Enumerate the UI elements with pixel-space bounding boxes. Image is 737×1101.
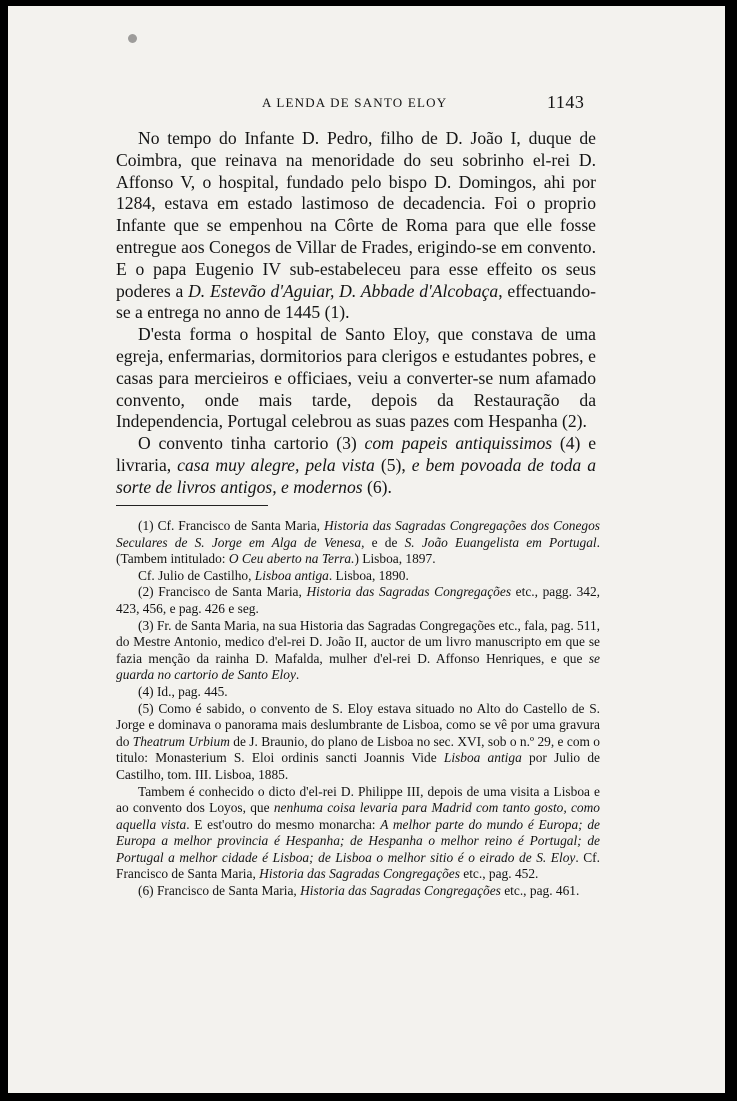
- footnotes: [116, 518, 600, 900]
- n3-a: (3) Fr. de Santa Maria, na sua Historia das Sagradas Congregações etc., fala, pag. 511, do Mestre Antonio, medico d'el-rei D. João II, auctor de um livro manuscripto em que se fazia menção da rainha D. Mafalda, mulher d'el-rei D. Affonso Henriques, e que: [116, 617, 600, 666]
- n1-g: ) Lisboa, 1897.: [354, 551, 436, 567]
- n5f-g: etc., pag. 452.: [459, 866, 539, 882]
- ink-speck: [128, 34, 137, 43]
- n4: (4) Id., pag. 445.: [138, 683, 228, 699]
- footnote-5-cont: [116, 784, 600, 884]
- n1h-a: Cf. Julio de Castilho,: [138, 567, 255, 583]
- n5-a: (5) Como é sabido, o convento de S. Eloy estava situado no Alto do Castello de S. Jorge e dominava o panorama mais deslumbrante de Lisboa, como se vê por uma gravura do: [116, 700, 600, 749]
- footnote-4: [116, 684, 600, 701]
- p3-italic-d: casa muy alegre, pela vista: [177, 454, 375, 475]
- n2-a: (2) Francisco de Santa Maria,: [138, 584, 307, 600]
- n1-a: (1) Cf. Francisco de Santa Maria,: [138, 518, 324, 533]
- page-number: 1143: [547, 92, 585, 112]
- n6-a: (6) Francisco de Santa Maria,: [138, 883, 301, 899]
- n5f-f: Historia das Sagradas Congregações: [259, 866, 460, 882]
- p3-text-c: (4) e livraria,: [116, 433, 596, 475]
- n5-c: de J. Braunio, do plano de Lisboa no sec. XVI, sob o n.º 29, e com o titulo: Monasterium S. Eloi ordinis sancti Joannis Vide: [116, 733, 600, 766]
- n3-b: se guarda no cartorio de Santo Eloy: [116, 650, 600, 683]
- main-text: [116, 128, 596, 499]
- n2-b: Historia das Sagradas Congregações: [306, 584, 512, 600]
- footnote-rule: [116, 505, 268, 506]
- n5f-c: . E est'outro do mesmo monarcha:: [186, 816, 381, 832]
- n5f-b: nenhuma coisa levaria para Madrid com tanto gosto, como aquella vista: [116, 800, 600, 832]
- p3-text-e: (5),: [374, 454, 412, 475]
- footnote-1-cont: [116, 568, 600, 585]
- n1-e: . (Tambem intitulado:: [116, 534, 600, 567]
- n3-c: .: [295, 667, 300, 683]
- p1-text: No tempo do Infante D. Pedro, filho de D. João I, duque de Coimbra, que reinava na menoridade do seu sobrinho el-rei D. Affonso V, o hospital, fundado pelo bispo D. Domingos, ahi por 1284, estava em estado lastimoso de decadencia. Foi o proprio Infante que se empenhou na Côrte de Roma para que elle fosse entregue aos Conegos de Villar de Frades, erigindo-se em convento. E o papa Eugenio IV sub-estabeleceu para esse effeito os seus poderes a: [116, 128, 596, 301]
- n5-b: Theatrum Urbium: [132, 733, 230, 749]
- p3-italic-f: e bem povoada de toda a sorte de livros antigos, e modernos: [116, 454, 597, 497]
- n1-b: Historia das Sagradas Congregações dos Conegos Seculares de S. Jorge em Alga de Venesa: [116, 518, 600, 550]
- n6-c: etc., pag. 461.: [500, 883, 580, 899]
- paragraph-3: [116, 433, 596, 498]
- n5-d: Lisboa antiga: [443, 750, 522, 766]
- n2-c: etc., pagg. 342, 423, 456, e pag. 426 e seg.: [116, 584, 601, 616]
- paragraph-2: [116, 324, 596, 433]
- p3-text-g: (6).: [362, 476, 392, 497]
- n6-b: Historia das Sagradas Congregações: [300, 883, 501, 899]
- n1h-b: Lisboa antiga: [254, 567, 329, 583]
- scanned-page: [8, 6, 725, 1093]
- n5f-e: . Cf. Francisco de Santa Maria,: [116, 849, 600, 882]
- footnote-1: [116, 518, 600, 568]
- footnote-6: [116, 883, 600, 900]
- p3-text-a: O convento tinha cartorio (3): [138, 433, 365, 454]
- n1-d: S. João Euangelista em Portugal: [404, 534, 597, 550]
- running-title: A LENDA DE SANTO ELOY: [262, 95, 448, 110]
- n5f-d: A melhor parte do mundo é Europa; de Europa a melhor provincia é Hespanha; de Hespanha o melhor reino é Portugal; de Portugal a melhor cidade é Lisboa; de Lisboa o melhor sitio é o eirado de S. Eloy: [116, 816, 600, 865]
- page-header: [8, 92, 725, 118]
- footnote-3: [116, 618, 600, 684]
- footnote-5: [116, 701, 600, 784]
- n5f-a: Tambem é conhecido o dicto d'el-rei D. Philippe III, depois de uma visita a Lisboa e ao convento dos Loyos, que: [116, 783, 600, 816]
- n1h-c: . Lisboa, 1890.: [328, 567, 409, 583]
- footnote-2: [116, 584, 600, 617]
- p1-italic: D. Estevão d'Aguiar, D. Abbade d'Alcobaça: [188, 280, 499, 301]
- p2-text: D'esta forma o hospital de Santo Eloy, que constava de uma egreja, enfermarias, dormitorios para clerigos e estudantes pobres, e casas para mercieiros e officiaes, veiu a converter-se num afamado convento, onde mais tarde, depois da Restauração da Independencia, Portugal celebrou as suas pazes com Hespanha (2).: [116, 324, 596, 432]
- p3-italic-b: com papeis antiquissimos: [364, 433, 553, 454]
- paragraph-1: [116, 128, 596, 324]
- n1-f: O Ceu aberto na Terra.: [228, 551, 355, 567]
- p1-text-end: , effectuando-se a entrega no anno de 1445 (1).: [116, 280, 596, 323]
- n5-e: por Julio de Castilho, tom. III. Lisboa, 1885.: [116, 750, 600, 782]
- n1-c: , e de: [361, 534, 405, 550]
